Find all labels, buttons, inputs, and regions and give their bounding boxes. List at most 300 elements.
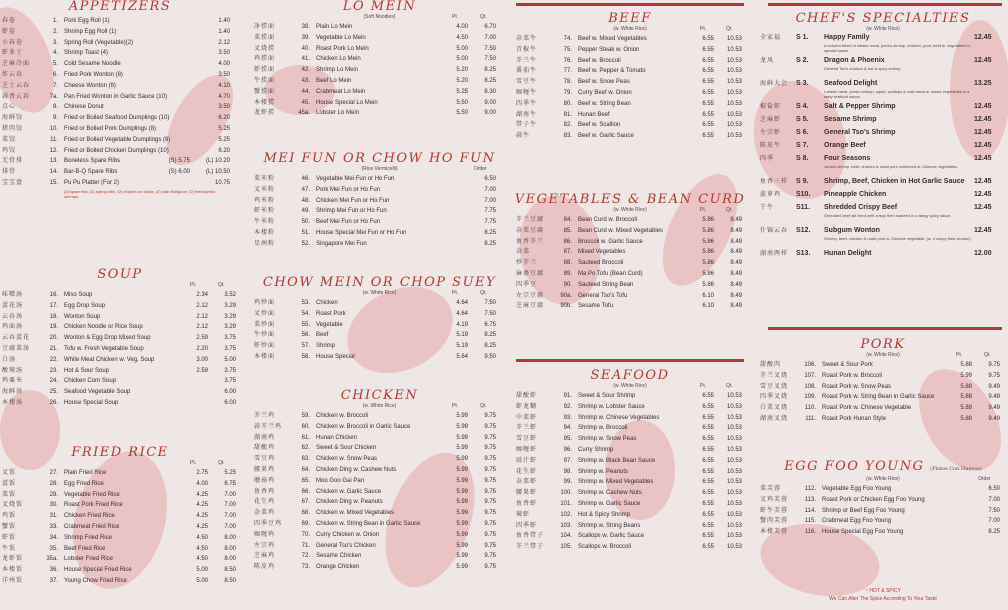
specialty-row [758, 56, 1008, 79]
egg-foo-young-row [758, 527, 1008, 538]
item-number: 61. [301, 434, 310, 441]
item-number: 68. [301, 510, 310, 517]
item-number: 111. [805, 415, 816, 422]
item-name: Vegetable Egg Foo Young [822, 486, 892, 492]
price-pint: 1.40 [218, 18, 230, 24]
specialty-description: A colorful blend of lobster meat, jumbo shrimp, chicken, pork, beef w. vegetables in special sauce. [824, 43, 971, 53]
chinese-name: 芥兰豆腐 [516, 217, 545, 223]
price-pint: 5.19 [456, 343, 468, 350]
item-number: 16. [49, 292, 58, 298]
section-title: VEGETABLES & BEAN CURD [514, 192, 746, 207]
specialty-row [758, 226, 1008, 249]
item-number: 101. [560, 500, 572, 507]
egg-foo-young-section [758, 460, 1008, 538]
chinese-name: 本楼芙蓉 [760, 529, 789, 536]
chicken-row [252, 530, 507, 541]
item-name: Hunan Chicken [316, 434, 358, 441]
chicken-row [252, 508, 507, 519]
veg-row [514, 258, 746, 269]
pt-header: Pt. [700, 383, 707, 389]
price-quart: 9.75 [484, 434, 496, 441]
chinese-name: 叉烧饭 [2, 502, 24, 509]
section-title: CHICKEN [340, 388, 419, 403]
price-pint: 5.25 [218, 125, 230, 132]
fried-rice-row [0, 479, 240, 490]
price-pint: 6.55 [702, 403, 714, 410]
section-title: SEAFOOD [590, 368, 670, 383]
item-number: 3. [52, 39, 58, 46]
item-number: 26. [49, 399, 58, 406]
item-name: Pork Egg Roll (1) [64, 18, 110, 24]
price-pint: 6.55 [702, 122, 714, 129]
specialty-row [758, 102, 1008, 115]
price-pint: 5.99 [456, 510, 468, 517]
chinese-name: 菜米粉 [254, 176, 276, 182]
item-number: 115. [804, 518, 816, 525]
item-name: House Special Lo Mein [316, 99, 378, 106]
price-pint: 4.25 [196, 523, 208, 530]
chinese-name: 虾米粉 [254, 208, 276, 215]
item-name: Roast Pork w. String Bean in Garlic Sauce [822, 394, 935, 401]
fried-rice-row [0, 500, 240, 511]
price-quart: 9.75 [988, 372, 1000, 379]
item-name: Egg Drop Soup [64, 302, 106, 309]
item-name: Shrimp w. String Beans [578, 522, 641, 529]
price-quart: 8.49 [730, 217, 742, 223]
price-pint: 5.86 [702, 249, 714, 256]
chicken-row [252, 433, 507, 444]
price-quart: 8.49 [730, 249, 742, 256]
chinese-name: 鱼香虾 [516, 500, 538, 507]
chinese-name: 蛋饭 [2, 480, 17, 487]
chinese-name: 叉饭 [2, 470, 17, 476]
chinese-name: 番茄牛 [516, 68, 538, 75]
price-pint: 6.55 [702, 100, 714, 107]
chinese-name: 虾饭 [2, 534, 17, 541]
specialty-row [758, 79, 1008, 102]
chicken-section [252, 389, 507, 573]
chinese-name: 宝宝盘 [2, 179, 24, 186]
price-pint: 6.55 [702, 133, 714, 140]
column-4 [758, 0, 1008, 610]
item-name: Shrimp w. Mixed Vegetables [578, 479, 654, 486]
item-name: Wonton Soup [64, 313, 101, 320]
specialty-price: 12.45 [974, 103, 992, 110]
item-name: Chicken w. Mixed Vegetables [316, 510, 395, 517]
item-name: Curry Beef w. Onion [578, 89, 632, 96]
price-quart: 8.49 [730, 227, 742, 234]
order-header: Order [978, 476, 991, 482]
price-quart: 10.53 [726, 133, 742, 140]
price-pint: 3.50 [218, 104, 230, 111]
price-quart: 10.53 [726, 500, 742, 507]
item-number: 7a. [49, 93, 58, 100]
specialty-price: 12.45 [974, 34, 992, 41]
beef-row [514, 56, 746, 67]
price-pint: 5.00 [196, 567, 208, 574]
price-pint: 5.25 [218, 136, 230, 143]
chinese-name: 虾龙糊 [516, 403, 538, 410]
item-name: Shrimp w. Garlic Sauce [578, 500, 641, 507]
fried-rice-row [0, 522, 240, 533]
chinese-name: 本楼饭 [2, 567, 24, 574]
chinese-name: 本楼汤 [2, 399, 24, 406]
price-pint: 5.99 [456, 456, 468, 463]
price-quart: 3.29 [224, 324, 236, 331]
appetizer-row [0, 81, 240, 92]
price-pint: 5.99 [456, 520, 468, 527]
lo-mein-row [252, 98, 507, 109]
item-number: 24. [49, 378, 58, 385]
price-quart: 9.75 [484, 456, 496, 463]
price-pint: 5.00 [196, 577, 208, 584]
pt-header: Pt. [956, 352, 963, 358]
price-pint: 5.88 [960, 362, 972, 368]
item-name: Roast Pork w. Chinese Vegetable [822, 405, 912, 412]
item-number: 46. [301, 176, 310, 182]
price-quart: 3.75 [224, 378, 236, 385]
item-number: 2. [52, 28, 58, 35]
item-name: Scallops w. Garlic Sauce [578, 533, 645, 540]
soup-row [0, 333, 240, 344]
item-number: 67. [301, 499, 310, 506]
item-number: 94. [563, 425, 572, 432]
section-subtitle: (w. White Rice) [866, 476, 900, 482]
price-quart: 10.53 [726, 414, 742, 421]
price-pint: 3.00 [196, 356, 208, 363]
chinese-name: 菜捞面 [254, 34, 276, 41]
price-quart: 6.00 [224, 389, 236, 396]
vegetables-section [514, 193, 746, 312]
price-quart: 6.50 [988, 486, 1000, 492]
item-number: 8. [52, 104, 58, 111]
pt-header: Pt. [190, 282, 197, 288]
item-number: 75. [563, 46, 572, 53]
title-main: EGG FOO YOUNG [784, 459, 925, 474]
egg-foo-young-row [758, 516, 1008, 527]
price-pint: 5.99 [456, 488, 468, 495]
specialty-row [758, 154, 1008, 177]
chinese-name: 左宗虾 [760, 130, 782, 136]
veg-row [514, 291, 746, 302]
item-number: 1. [52, 18, 58, 24]
pork-row [758, 414, 1008, 425]
price-quart: 5.00 [224, 356, 236, 363]
item-name: Chicken w. Snow Peas [316, 456, 378, 463]
item-name: Bean Curd w. Mixed Vegetables [578, 227, 664, 234]
soup-row [0, 366, 240, 377]
section-subtitle: (Rice Vermicelli) [361, 166, 398, 172]
item-number: S 7. [796, 142, 809, 149]
price-quart: 7.00 [484, 186, 496, 193]
specialty-description: Jumbo shrimp, beef, chicken & roast pork combined w. Chinese vegetables. [824, 164, 959, 169]
item-number: 28. [49, 480, 58, 487]
price-quart: 7.00 [988, 518, 1000, 525]
price-quart: 9.75 [484, 564, 496, 571]
item-number: 14. [49, 169, 58, 176]
price-quart: 8.25 [484, 343, 496, 350]
price-pint: 5.86 [702, 238, 714, 245]
price-pint: 5.86 [702, 270, 714, 277]
chinese-name: 菠萝鸡 [760, 192, 782, 198]
item-number: 60. [301, 423, 310, 430]
item-name: Bean Curd w. Broccoli [578, 217, 638, 223]
price-pint: 4.50 [196, 534, 208, 541]
price-pint: 6.55 [702, 425, 714, 432]
item-name: Scallops w. Broccoli [578, 544, 632, 551]
lo-mein-row [252, 76, 507, 87]
item-name: Roast Pork Hunan Style [822, 415, 887, 422]
price-pint: 2.12 [218, 39, 230, 46]
chinese-name: 全家福 [760, 35, 782, 41]
price-pint: 5.99 [456, 434, 468, 441]
fried-rice-row [0, 511, 240, 522]
chinese-name: 点心 [2, 104, 17, 111]
item-number: 63. [301, 456, 310, 463]
appetizer-row [0, 16, 240, 27]
item-name: Beef w. Scallion [578, 122, 621, 129]
item-number: S 8. [796, 155, 809, 162]
chicken-row [252, 476, 507, 487]
chinese-name: 左宗豆腐 [516, 292, 545, 299]
item-name: Plain Lo Mein [316, 24, 353, 30]
chow-mein-row [252, 341, 507, 352]
chinese-name: 猪肉饺 [2, 125, 24, 132]
price-quart: 9.75 [484, 423, 496, 430]
item-number: 18. [49, 313, 58, 320]
item-number: 83. [563, 133, 572, 140]
price-quart: 10.53 [726, 446, 742, 453]
soup-row [0, 312, 240, 323]
item-name: White Meat Chicken w. Veg. Soup [64, 356, 155, 363]
chinese-name: 芥兰叉烧 [760, 372, 789, 379]
item-name: Shrimp w. Snow Peas [578, 436, 637, 443]
specialty-name: General Tso's Shrimp [824, 129, 896, 136]
lo-mein-row [252, 65, 507, 76]
chinese-name: 海鲜饺 [2, 115, 24, 122]
chinese-name: 虾炒面 [254, 343, 276, 350]
item-name: Egg Fried Rice [64, 480, 104, 487]
beef-row [514, 88, 746, 99]
soup-row [0, 301, 240, 312]
item-name: Boneless Spare Ribs [64, 158, 121, 165]
chinese-name: 菜饺 [2, 136, 17, 143]
price-quart: 10.53 [726, 425, 742, 432]
item-number: 104. [560, 533, 572, 540]
chinese-name: 本楼粉 [254, 229, 276, 236]
soup-row [0, 355, 240, 366]
price-quart: 7.50 [988, 507, 1000, 514]
chinese-name: 四季叉烧 [760, 394, 789, 401]
item-number: 72. [301, 553, 310, 560]
item-number: 13. [49, 158, 58, 165]
item-name: Pepper Steak w. Onion [578, 46, 640, 53]
chinese-name: 虾捞面 [254, 67, 276, 74]
seafood-row [514, 434, 746, 445]
veg-row [514, 226, 746, 237]
item-name: Chicken Corn Soup [64, 378, 117, 385]
item-name: Sesame Chicken [316, 553, 362, 560]
item-name: Curry Shrimp [578, 446, 614, 453]
appetizer-row [0, 38, 240, 49]
price-quart: 9.75 [484, 445, 496, 452]
price-pint: 5.50 [456, 99, 468, 106]
item-number: 80. [563, 100, 572, 107]
item-name: Curry Chicken w. Onion [316, 531, 380, 538]
section-subtitle: (w. White Rice) [362, 290, 397, 296]
chicken-row [252, 443, 507, 454]
section-title: PORK [860, 337, 906, 352]
chinese-name: 湖南鸡 [254, 434, 276, 441]
price-pint: 2.59 [196, 335, 208, 342]
item-number: 90b. [560, 303, 572, 310]
price-quart: 8.50 [224, 567, 236, 574]
item-number: 100. [560, 490, 572, 497]
soup-row [0, 376, 240, 387]
chinese-name: 咖喱虾 [516, 446, 538, 453]
price-quart: 9.75 [484, 531, 496, 538]
seafood-row [514, 402, 746, 413]
item-number: 92. [563, 403, 572, 410]
chinese-name: 豆腐菜汤 [2, 345, 31, 352]
price-pint: 5.20 [456, 67, 468, 74]
chinese-name: 云吞蛋花 [2, 335, 31, 342]
item-number: 11. [50, 136, 58, 143]
item-name: Shrimp w. Black Bean Sauce [578, 457, 656, 464]
price-pint: 5.50 [456, 110, 468, 117]
chinese-name: 四季豆 [516, 281, 538, 288]
chinese-name: 云吞汤 [2, 313, 24, 320]
item-name: House Special Soup [64, 399, 119, 406]
price-quart: 9.75 [484, 553, 496, 560]
chinese-name: 芥兰牛 [516, 57, 538, 64]
item-name: Bar-B-Q Spare Ribs [64, 169, 118, 176]
seafood-row [514, 510, 746, 521]
chinese-name: 龙凤 [760, 58, 775, 64]
chinese-name: 牛捞面 [254, 77, 276, 84]
price-quart: 9.49 [988, 383, 1000, 390]
item-number: 35. [49, 545, 58, 552]
price-pint: 5.86 [702, 217, 714, 223]
item-number: 112. [804, 486, 816, 492]
item-name: Vegetable Lo Mein [316, 34, 366, 41]
item-number: 45. [301, 99, 310, 106]
fried-rice-row [0, 490, 240, 501]
chinese-name: 炸云吞 [2, 71, 24, 78]
price-pint: 5.99 [456, 542, 468, 549]
item-name: Chicken Fried Rice [64, 513, 115, 520]
section-title: APPETIZERS [68, 0, 172, 14]
item-number: 29. [49, 491, 58, 498]
section-subtitle: (w. White Rice) [613, 207, 647, 213]
seafood-section [514, 369, 746, 553]
chinese-name: 腰果虾 [516, 490, 538, 497]
price-quart: 6.00 [224, 399, 236, 406]
chinese-name: 陈皮牛 [760, 143, 782, 149]
price-quart: 9.00 [484, 110, 496, 117]
chinese-name: 叉米粉 [254, 186, 276, 193]
appetizer-row [0, 178, 240, 189]
price-pint: 5.88 [960, 394, 972, 401]
beef-row [514, 131, 746, 142]
item-number: 110. [804, 405, 816, 412]
chinese-name: 龙虾捞 [254, 110, 276, 117]
price-quart: 10.53 [726, 544, 742, 551]
item-name: Chicken Mei Fun or Ho Fun [316, 197, 390, 204]
price-pint: (S) 6.00 [168, 169, 190, 176]
appetizer-row [0, 27, 240, 38]
item-number: 116. [804, 529, 816, 536]
specialty-name: Pineapple Chicken [824, 191, 887, 198]
price-quart: 10.53 [726, 436, 742, 443]
item-number: 41. [301, 56, 310, 63]
chinese-name: 鸡粟米 [2, 378, 24, 385]
chinese-name: 芝士云吞 [2, 82, 31, 89]
item-number: 113. [804, 496, 816, 503]
price-quart: 3.29 [224, 313, 236, 320]
price-pint: 4.25 [196, 502, 208, 509]
item-number: 78. [563, 79, 572, 86]
price-pint: 6.55 [702, 446, 714, 453]
chinese-name: 叉烧捞 [254, 45, 276, 52]
item-name: Roast Pork or Chicken Egg Foo Young [822, 496, 925, 503]
egg-foo-young-row [758, 495, 1008, 506]
price-quart: 9.75 [484, 542, 496, 549]
price-pint: 5.88 [960, 405, 972, 412]
seafood-row [514, 413, 746, 424]
item-name: Beef Fried Rice [64, 545, 106, 552]
divider [768, 327, 1002, 330]
item-name: Shrimp Mei Fun or Ho Fun [316, 208, 387, 215]
qt-header: Qt. [480, 403, 487, 409]
seafood-row [514, 499, 746, 510]
specialty-price: 12.45 [974, 204, 992, 211]
item-number: 49. [301, 208, 310, 215]
chinese-name: 蟹饭 [2, 523, 17, 530]
item-name: Sweet & Sour Pork [822, 362, 873, 368]
divider [516, 3, 744, 6]
item-number: 81. [563, 111, 572, 118]
price-pint: 4.10 [218, 82, 230, 89]
item-number: 44. [301, 88, 310, 95]
chinese-name: 辣虾 [516, 511, 531, 518]
price-pint: 2.59 [196, 367, 208, 374]
price-quart: 6.70 [484, 24, 496, 30]
pork-row [758, 371, 1008, 382]
soup-row [0, 344, 240, 355]
chinese-name: 海鲜大会 [760, 81, 789, 87]
specialty-name: Seafood Delight [824, 80, 878, 87]
item-number: 23. [49, 367, 58, 374]
item-name: Roast Pork Fried Rice [64, 502, 123, 509]
section-title [758, 460, 1008, 476]
chinese-name: 四季 [760, 156, 775, 162]
chinese-name: 鱼香带子 [516, 533, 545, 540]
chinese-name: 蟹捞面 [254, 88, 276, 95]
item-name: Ma Po Tofu (Bean Curd) [578, 270, 643, 277]
chinese-name: 陈皮鸡 [254, 564, 276, 571]
qt-header: Qt. [218, 282, 225, 288]
item-name: Hot & Sour Soup [64, 367, 110, 374]
price-quart: 10.53 [726, 479, 742, 486]
item-number: 5. [52, 61, 58, 68]
price-pint: 5.99 [456, 553, 468, 560]
price-pint: 5.99 [456, 477, 468, 484]
price-pint: 6.20 [218, 147, 230, 154]
item-name: Shrimp w. Broccoli [578, 425, 628, 432]
chinese-name: 排骨 [2, 169, 17, 176]
column-3 [514, 0, 746, 610]
